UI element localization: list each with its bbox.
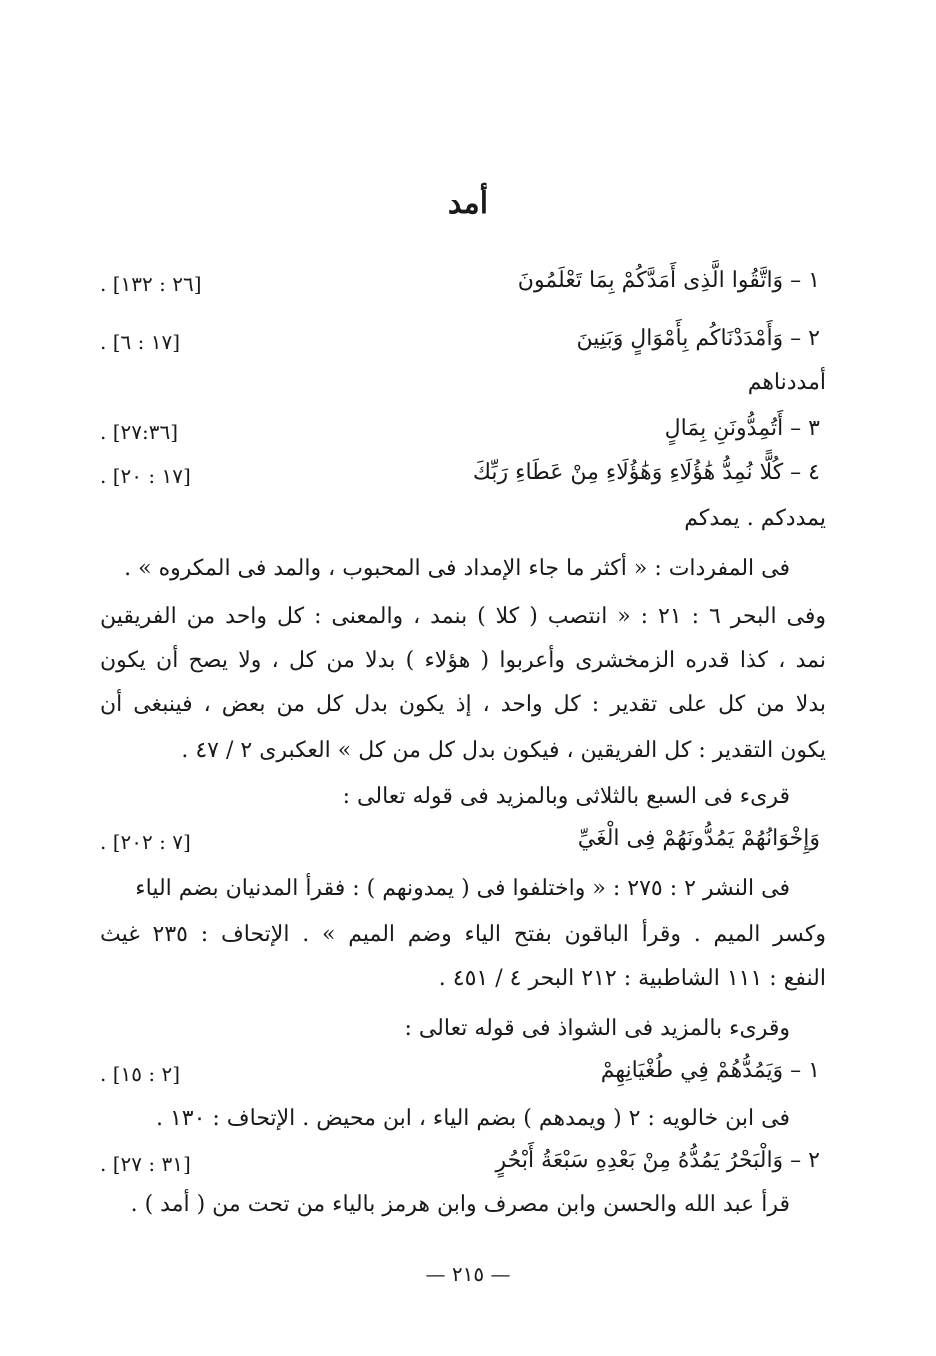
- commentary-line: يكون التقدير : كل الفريقين ، فيكون بدل كل من كل » العكبرى ٢ / ٤٧ .: [181, 738, 826, 763]
- verse-text: ٤ – كُلًّا نُمِدُّ هَٰؤُلَاءِ وَهَٰؤُلَاءِ مِنْ عَطَاءِ رَبِّكَ: [472, 460, 820, 485]
- verse-row: [100, 416, 820, 456]
- commentary-line: بدلا من كل على تقدير : كل واحد ، إذ يكون بدل كل من بعض ، فينبغى أن: [100, 692, 826, 717]
- verse-reference: [٢ : ١٥] .: [100, 1062, 181, 1086]
- entry-title: أمد: [447, 186, 489, 221]
- commentary-line: نمد ، كذا قدره الزمخشرى وأعربوا ( هؤلاء ) بدلا من كل ، ولا يصح أن يكون: [100, 648, 826, 673]
- verse-reference: [٢٦ : ١٣٢] .: [100, 272, 202, 296]
- note-line: قرأ عبد الله والحسن وابن مصرف وابن هرمز بالياء من تحت من ( أمد ) .: [130, 1192, 790, 1217]
- verse-reference: [١٧ : ٦] .: [100, 330, 181, 354]
- verse-text: ٢ – وَأَمْدَدْنَاكُم بِأَمْوَالٍ وَبَنِينَ: [576, 326, 820, 351]
- commentary-line: فى المفردات : « أكثر ما جاء الإمداد فى المحبوب ، والمد فى المكروه » .: [124, 556, 790, 581]
- verse-row: [100, 1058, 820, 1098]
- verse-reference: [٣١ : ٢٧] .: [100, 1152, 191, 1176]
- verse-text: ٢ – وَالْبَحْرُ يَمُدُّهُ مِنْ بَعْدِهِ سَبْعَةُ أَبْحُرٍ: [495, 1148, 820, 1173]
- verse-row: [100, 826, 820, 866]
- commentary-line: وفى البحر ٦ : ٢١ : « انتصب ( كلا ) بنمد ، والمعنى : كل واحد من الفريقين: [100, 604, 826, 629]
- verse-text: ١ – وَيَمُدُّهُمْ فِي طُغْيَانِهِمْ: [600, 1058, 820, 1083]
- verse-text: ٣ – أَتُمِدُّونَنِ بِمَالٍ: [664, 416, 820, 441]
- verse-row: [100, 268, 820, 308]
- nashr-line: وكسر الميم . وقرأ الباقون بفتح الياء وضم الميم » . الإتحاف : ٢٣٥ غيث: [100, 922, 826, 947]
- reading-intro: قرىء فى السبع بالثلاثى وبالمزيد فى قوله تعالى :: [342, 784, 790, 809]
- verse-row: [100, 326, 820, 366]
- page-number: — ٢١٥ —: [425, 1262, 511, 1286]
- word-form: يمددكم . يمدكم: [684, 506, 826, 531]
- verse-reference: [٧ : ٢٠٢] .: [100, 830, 191, 854]
- word-form: أمددناهم: [747, 370, 826, 395]
- verse-row: [100, 460, 820, 500]
- verse-text: ١ – وَاتَّقُوا الَّذِى أَمَدَّكُمْ بِمَا تَعْلَمُونَ: [517, 268, 820, 293]
- note-line: فى ابن خالويه : ٢ ( ويمدهم ) بضم الياء ، ابن محيض . الإتحاف : ١٣٠ .: [155, 1106, 790, 1131]
- verse-text: وَإِخْوَانُهُمْ يَمُدُّونَهُمْ فِى الْغَيِّ: [577, 826, 820, 851]
- nashr-line: فى النشر ٢ : ٢٧٥ : « واختلفوا فى ( يمدونهم ) : فقرأ المدنيان بضم الياء: [135, 876, 790, 901]
- verse-row: [100, 1148, 820, 1188]
- nashr-line: النفع : ١١١ الشاطبية : ٢١٢ البحر ٤ / ٤٥١ .: [438, 966, 826, 991]
- verse-reference: [٢٧:٣٦] .: [100, 420, 179, 444]
- verse-reference: [١٧ : ٢٠] .: [100, 464, 191, 488]
- reading-intro: وقرىء بالمزيد فى الشواذ فى قوله تعالى :: [404, 1016, 790, 1041]
